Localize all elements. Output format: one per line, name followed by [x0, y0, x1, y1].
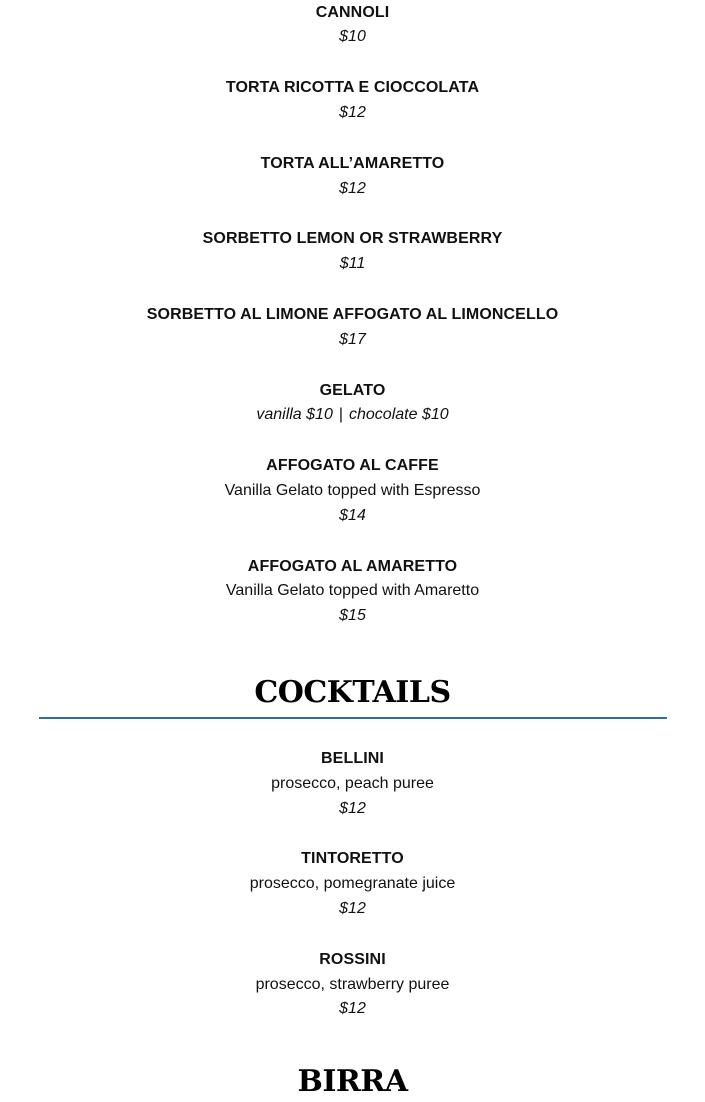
item-price-cannoli: $10: [339, 28, 366, 45]
item-desc-affogato-amaretto: Vanilla Gelato topped with Amaretto: [225, 582, 480, 599]
section-title-cocktails: COCKTAILS: [254, 675, 451, 710]
item-price-tintoretto: $12: [339, 900, 366, 917]
item-desc-rossini: prosecco, strawberry puree: [255, 976, 450, 993]
gelato-option-chocolate: chocolate $10: [349, 406, 449, 423]
item-price-rossini: $12: [339, 1000, 366, 1017]
item-price-affogato-amaretto: $15: [339, 607, 366, 624]
section-title-birra: BIRRA: [297, 1064, 408, 1099]
item-price-sorbetto: $11: [339, 255, 366, 272]
gelato-options: [0, 405, 705, 425]
item-name-torta-ricotta: TORTA RICOTTA E CIOCCOLATA: [225, 79, 480, 96]
item-name-rossini: ROSSINI: [319, 951, 386, 968]
item-name-gelato: GELATO: [319, 382, 386, 399]
item-name-torta-amaretto: TORTA ALL’AMARETTO: [260, 155, 445, 172]
gelato-separator: |: [338, 406, 343, 423]
item-desc-affogato-caffe: Vanilla Gelato topped with Espresso: [224, 482, 481, 499]
item-price-torta-amaretto: $12: [339, 180, 366, 197]
item-name-sorbetto: SORBETTO LEMON OR STRAWBERRY: [202, 230, 503, 247]
item-price-affogato-caffe: $14: [339, 507, 366, 524]
section-divider: [39, 717, 667, 719]
item-name-bellini: BELLINI: [321, 750, 384, 767]
item-desc-tintoretto: prosecco, pomegranate juice: [249, 875, 456, 892]
item-name-sorbetto-affogato: SORBETTO AL LIMONE AFFOGATO AL LIMONCELLO: [146, 306, 559, 323]
item-desc-bellini: prosecco, peach puree: [271, 775, 434, 792]
item-price-torta-ricotta: $12: [339, 104, 366, 121]
item-price-sorbetto-affogato: $17: [339, 331, 366, 348]
gelato-option-vanilla: vanilla $10: [256, 406, 333, 423]
item-price-bellini: $12: [339, 800, 366, 817]
item-name-cannoli: CANNOLI: [315, 4, 390, 21]
item-name-affogato-amaretto: AFFOGATO AL AMARETTO: [247, 558, 458, 575]
item-name-tintoretto: TINTORETTO: [301, 850, 404, 867]
item-name-affogato-caffe: AFFOGATO AL CAFFE: [266, 457, 439, 474]
